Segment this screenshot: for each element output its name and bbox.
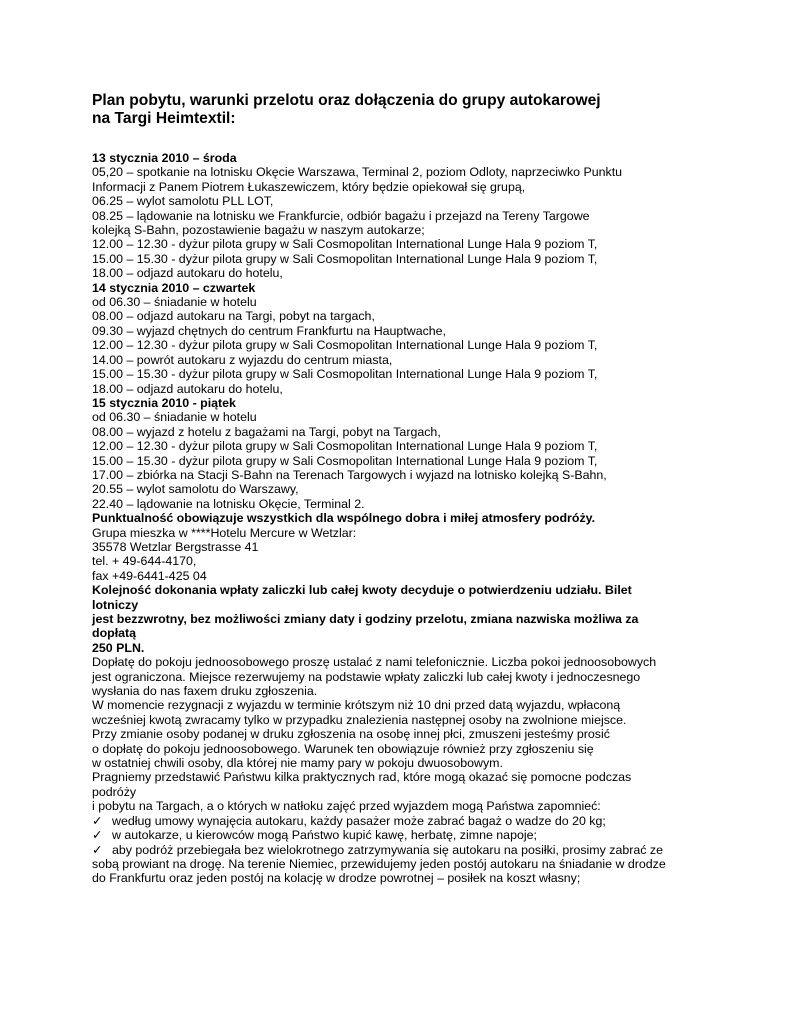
text-line: Grupa mieszka w ****Hotelu Mercure w Wetzlar: [92, 525, 357, 540]
text-line: wcześniej kwotą zwracamy tylko w przypadku znalezienia następnej osoby na zwolnione miejsce. [92, 712, 627, 727]
check-mark-icon: ✓ [92, 842, 103, 857]
text-line: tel. + 49-644-4170, [92, 554, 197, 569]
section-heading: dopłatą [92, 626, 137, 641]
checklist-item-continuation: sobą prowiant na drogę. Na terenie Niemiec, przewidujemy jeden postój autokaru na śniadanie w drodze [92, 856, 666, 871]
text-line: kolejką S-Bahn, pozostawienie bagażu w naszym autokarze; [92, 223, 425, 238]
checklist-item [92, 843, 702, 857]
text-line: Dopłatę do pokoju jednoosobowego proszę ustalać z nami telefonicznie. Liczba pokoi jednoosobowych [92, 655, 657, 670]
check-mark-icon: ✓ [92, 828, 103, 843]
document-title [92, 92, 702, 128]
text-line: 12.00 – 12.30 - dyżur pilota grupy w Sali Cosmopolitan International Lunge Hala 9 poziom T, [92, 439, 598, 454]
checklist-item-continuation: do Frankfurtu oraz jeden postój na kolację w drodze powrotnej – posiłek na koszt własny; [92, 871, 581, 886]
text-line: 09.30 – wyjazd chętnych do centrum Frankfurtu na Hauptwache, [92, 323, 447, 338]
text-line: 12.00 – 12.30 - dyżur pilota grupy w Sali Cosmopolitan International Lunge Hala 9 poziom T, [92, 338, 598, 353]
section-heading: 250 PLN. [92, 640, 145, 655]
text-line: 22.40 – lądowanie na lotnisku Okęcie, Terminal 2. [92, 496, 365, 511]
text-line: wysłania do nas faxem druku zgłoszenia. [92, 684, 318, 699]
section-heading: lotniczy [92, 597, 139, 612]
text-line: 15.00 – 15.30 - dyżur pilota grupy w Sali Cosmopolitan International Lunge Hala 9 poziom T, [92, 251, 598, 266]
checklist-item [92, 814, 702, 828]
document-body [92, 151, 702, 814]
text-line: 20.55 – wylot samolotu do Warszawy, [92, 482, 299, 497]
checklist-item-text: w autokarze, u kierowców mogą Państwo kupić kawę, herbatę, zimne napoje; [112, 828, 537, 843]
section-heading: Kolejność dokonania wpłaty zaliczki lub całej kwoty decyduje o potwierdzeniu udziału. Bilet [92, 583, 632, 598]
text-line: od 06.30 – śniadanie w hotelu [92, 410, 257, 425]
section-heading: 14 stycznia 2010 – czwartek [92, 280, 256, 295]
section-heading: Punktualność obowiązuje wszystkich dla wspólnego dobra i miłej atmosfery podróży. [92, 511, 596, 526]
section-heading: jest bezzwrotny, bez możliwości zmiany daty i godziny przelotu, zmiana nazwiska możliwa za [92, 612, 639, 626]
text-line: W momencie rezygnacji z wyjazdu w terminie krótszym niż 10 dni przed datą wyjazdu, wpłaconą [92, 698, 621, 713]
text-line: 08.00 – odjazd autokaru na Targi, pobyt na targach, [92, 309, 375, 324]
text-line: fax +49-6441-425 04 [92, 568, 207, 583]
text-line: 14.00 – powrót autokaru z wyjazdu do centrum miasta, [92, 352, 393, 367]
section-heading: 13 stycznia 2010 – środa [92, 151, 237, 165]
text-line: 08.00 – wyjazd z hotelu z bagażami na Targi, pobyt na Targach, [92, 424, 441, 439]
text-line: 35578 Wetzlar Bergstrasse 41 [92, 539, 259, 554]
text-line: 12.00 – 12.30 - dyżur pilota grupy w Sali Cosmopolitan International Lunge Hala 9 poziom T, [92, 237, 598, 252]
text-line: i pobytu na Targach, a o których w natłoku zajęć przed wyjazdem mogą Państwa zapomnieć: [92, 799, 601, 814]
text-line: 15.00 – 15.30 - dyżur pilota grupy w Sali Cosmopolitan International Lunge Hala 9 poziom T, [92, 367, 598, 382]
text-line: podróży [92, 784, 137, 799]
text-line: 18.00 – odjazd autokaru do hotelu, [92, 381, 283, 396]
text-line: 15.00 – 15.30 - dyżur pilota grupy w Sali Cosmopolitan International Lunge Hala 9 poziom T, [92, 453, 598, 468]
section-heading: 15 stycznia 2010 - piątek [92, 395, 236, 410]
text-line: 18.00 – odjazd autokaru do hotelu, [92, 266, 283, 281]
text-line: 06.25 – wylot samolotu PLL LOT, [92, 194, 274, 209]
checklist-item-text: według umowy wynajęcia autokaru, każdy pasażer może zabrać bagaż o wadze do 20 kg; [112, 813, 606, 828]
text-line: 08.25 – lądowanie na lotnisku we Frankfurcie, odbiór bagażu i przejazd na Tereny Targowe [92, 208, 590, 223]
text-line: o dopłatę do pokoju jednoosobowego. Warunek ten obowiązuje również przy zgłoszeniu się [92, 741, 594, 756]
text-line: jest ograniczona. Miejsce rezerwujemy na podstawie wpłaty zaliczki lub całej kwoty i jednoczesnego [92, 669, 641, 684]
title-line: na Targi Heimtextil: [92, 110, 236, 127]
text-line: Pragniemy przedstawić Państwu kilka praktycznych rad, które mogą okazać się pomocne podczas [92, 770, 632, 785]
text-line: Przy zmianie osoby podanej w druku zgłoszenia na osobę innej płci, zmuszeni jesteśmy prosić [92, 727, 610, 742]
text-line: w ostatniej chwili osoby, dla której nie mamy pary w pokoju dwuosobowym. [92, 756, 503, 771]
text-line: 17.00 – zbiórka na Stacji S-Bahn na Terenach Targowych i wyjazd na lotnisko kolejką S-Bahn, [92, 467, 607, 482]
text-line: Informacji z Panem Piotrem Łukaszewiczem, który będzie opiekował się grupą, [92, 179, 526, 194]
title-line: Plan pobytu, warunki przelotu oraz dołączenia do grupy autokarowej [92, 92, 601, 109]
text-line: od 06.30 – śniadanie w hotelu [92, 295, 257, 310]
checklist-item [92, 828, 702, 842]
checklist-item-text: aby podróż przebiegała bez wielokrotnego zatrzymywania się autokaru na posiłki, prosimy zabrać ze [112, 842, 663, 857]
check-mark-icon: ✓ [92, 813, 103, 828]
checklist [92, 814, 702, 886]
text-line: 05,20 – spotkanie na lotnisku Okęcie Warszawa, Terminal 2, poziom Odloty, naprzeciwko Punktu [92, 165, 623, 180]
document-page [92, 92, 702, 886]
